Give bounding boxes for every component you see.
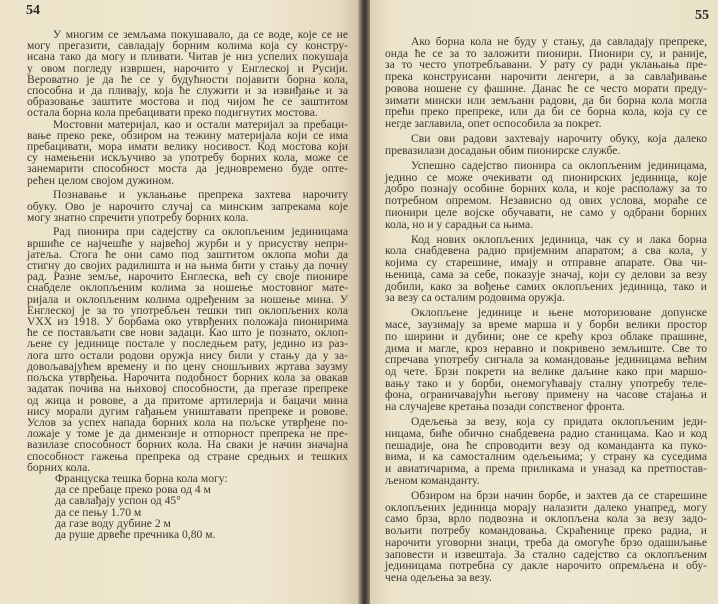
text-line: добро познају особине борних кола, и које располажу за то — [385, 182, 707, 196]
text-line: вољити потребу командовања. Скраћенице преко радиа, и — [385, 524, 707, 538]
list-item: да се пребаце преко рова од 4 м — [55, 483, 211, 497]
text-line: спречава употребу сигнала за командовање јединицама већим — [385, 353, 707, 367]
text-line: VXX из 1918. У борбама око утврђених положаја пионирима — [27, 315, 348, 329]
text-line: заповести и извештаја. За стално садејство са оклопљеним — [385, 547, 707, 561]
text-line: негде заглавила, опет оспособила за покрет. — [385, 116, 602, 130]
text-line: рећен целом својом дужином. — [27, 173, 175, 187]
text-line: љеном команданту. — [385, 473, 480, 487]
paragraph — [27, 119, 348, 186]
text-line: љене су јединице постале у последњем рату, једино из раз- — [27, 337, 348, 351]
text-line: у овом погледу извршен, нарочито у Енглеској и Русији. — [27, 61, 348, 75]
text-line: од жица и ровове, а да притоме артилерија и бацачи мина — [27, 393, 348, 407]
text-line: дима и магле, кроз неравно и покривено земљиште. Све то — [385, 341, 707, 355]
paragraph — [385, 307, 707, 412]
list-item: да руше дрвеће пречника 0,80 м. — [55, 527, 216, 541]
page-number: 54 — [26, 3, 40, 18]
text-line: занемарити способност моста да једновремено буде опте- — [27, 162, 348, 176]
text-line: образовање заштите мостова и под чијом ће се заштитом — [27, 95, 348, 109]
text-line: Енглеској је за то употребљен тешки тип оклопљених кола — [27, 303, 348, 317]
text-line: једино се може очекивати од пионирских јединица, које — [385, 170, 707, 184]
page-text — [385, 36, 707, 584]
text-line: способност гажења препрека од стране средњих и тешких — [27, 449, 348, 463]
text-line: рад. Разне земље, нарочито Енглеска, већ су своје пионире — [27, 270, 348, 284]
paragraph — [385, 416, 707, 486]
paragraph — [385, 36, 707, 130]
paragraph — [385, 160, 707, 230]
list — [27, 473, 348, 540]
text-line: прећи преко препреке, или да би се борна кола, која су се — [385, 105, 707, 119]
text-line: пионири целе војске обучавати, не само у одбрани борних — [385, 205, 707, 219]
text-line: ницама, биће обично снабдевена радио станицама. Као и код — [385, 427, 707, 440]
text-line: и авиатичарима, а према приликама и уназад ка претпостав- — [385, 462, 707, 476]
paragraph — [27, 29, 348, 119]
text-line: од чете. Брзи покрети на велике даљине како при маршо- — [385, 364, 707, 378]
text-line: Услов за успех напада борних кола на пољске утврђене по- — [27, 415, 348, 429]
text-line: могу знатно спречити употребу борних кола. — [27, 210, 249, 224]
text-line: Вероватно је да ће се у будућности појавити борна кола, — [27, 72, 348, 86]
text-line: ложаје у томе је да димензије и отпорност препрека не пре- — [27, 427, 348, 441]
text-line: њеница, сама за себе, показује значај, који су делови за везу — [385, 267, 707, 281]
text-line: вање преко реке, обзиром на тежину материјала који се има — [27, 128, 348, 142]
text-line: су намењени искључиво за употребу борних кола, може се — [27, 151, 348, 165]
text-line: потребном опремом. Независно од ових услова, мораће се — [385, 194, 707, 208]
list-item: Француска тешка борна кола могу: — [55, 471, 228, 485]
text-line: борних кола. — [27, 460, 91, 474]
text-line: по ширини и дубини; оне се крећу кроз облаке прашине, — [385, 329, 707, 343]
text-line: јединицама потребна су дакле нарочито опремљена и обу- — [385, 559, 707, 573]
text-line: остала борна кола пребацивати преко подигнутих мостова. — [27, 106, 318, 120]
text-line: могу прегазити, савладају борним колима која су констру- — [27, 39, 348, 53]
text-line: способна и да пливају, која ће служити и за извиђање и за — [27, 84, 348, 98]
text-line: ће се постављати све нови задаци. Као што је познато, оклоп- — [27, 326, 348, 340]
text-line: стигну до својих радилишта и на њима бити у стању да почну — [27, 259, 348, 273]
text-line: снабделе оклопљеним колима за ношење мостовног мате- — [27, 281, 348, 295]
text-line: Код нових оклопљених јединица, чак су и лака борна — [411, 232, 707, 246]
text-line: пољска утврђења. Нарочита подобност борних кола за овакав — [27, 371, 348, 385]
text-line: јатеља. Стога ће они само под заштитом оклопа моћи да — [27, 247, 348, 261]
text-line: ровова ношене су фашине. Данас ће се често морати преду- — [385, 81, 707, 95]
text-line: Успешно садејство пионира са оклопљеним јединицама, — [411, 159, 707, 173]
list-item: да газе воду дубине 2 м — [55, 516, 171, 530]
text-line: пешадије, она ће спроводити везу од команданта ка пуко- — [385, 438, 707, 452]
text-line: онда ће се за то заложити пионири. Пионири су, и раније, — [385, 46, 707, 60]
text-line: пребацивати, мора имати велику носивост. Код мостова који — [27, 140, 348, 154]
text-line: добили, како за вођење самих оклопљених јединица, тако и — [385, 279, 707, 293]
book-gutter — [358, 0, 370, 604]
list-item: да се пењу 1.70 м — [55, 505, 142, 519]
page-number: 55 — [695, 8, 709, 23]
text-line: обуку. Ово је нарочито случај са минским запрекама које — [27, 199, 348, 213]
text-line: чена одељења за везу. — [385, 570, 492, 584]
text-line: нису морали дугим гађањем уништавати препреке и ровове. — [27, 404, 348, 418]
paragraph — [385, 490, 707, 584]
text-line: фона, ограничавајући његову примену на часове стајања и — [385, 388, 707, 402]
text-line: ријала и оклопљеним колима одређеним за ношење мина. У — [27, 292, 348, 306]
text-line: вршиће се најчешће у највећој журби и у присуству непри- — [27, 236, 348, 250]
text-line: задатак почива на њиховој способности, да прегазе препреке — [27, 382, 348, 396]
text-line: Мостовни материјал, као и остали материјал за пребаци- — [53, 117, 348, 131]
text-line: Оклопљене јединице и њене моторизоване допунске — [411, 306, 707, 320]
list-item: да савлађају успон од 45° — [55, 494, 181, 508]
paragraph — [385, 234, 707, 304]
text-line: Ако борна кола не буду у стању, да савладају препреке, — [411, 35, 707, 48]
text-line: само брза, врло подвозна и оклопљена кола за везу задо- — [385, 512, 707, 526]
text-line: Обзиром на брзи начин борбе, и захтев да се старешине — [411, 489, 707, 503]
text-line: масе, заузимају за време марша и у борби велики простор — [385, 318, 707, 332]
text-line: зимати мински или земљани радови, да би борна кола могла — [385, 93, 707, 107]
text-line: вању тако и у борби, онемогућавају сталну употребу теле- — [385, 376, 707, 390]
text-line: за то често употребљавани. У рату су ради уклањања пре- — [385, 58, 707, 72]
text-line: Познавање и уклањање препрека захтева нарочиту — [53, 188, 348, 202]
text-line: кола снабдевена радио пријемним апаратом; а сва кола, у — [385, 244, 707, 258]
paragraph — [27, 226, 348, 472]
right-page — [370, 0, 718, 604]
text-line: на случајеве кретања позади сопственог фронта. — [385, 400, 625, 414]
text-line: лога што остали родови оружја нису били у стању да у за- — [27, 348, 348, 362]
text-line: вазилазе способност борних кола. На сваки је начин значајна — [27, 438, 348, 452]
text-line: вима, и ка самосталним одељењима; у страну ка суседима — [385, 450, 707, 464]
text-line: нарочити уговорни знаци, треба да омогуће брзо одашиљање — [385, 535, 707, 549]
text-line: за везу са осталим родовима оружја. — [385, 291, 565, 305]
text-line: кола, но и у сарадњи са њима. — [385, 217, 534, 231]
text-line: исана тако да могу и пливати. Читав је низ успелих покушаја — [27, 50, 348, 64]
text-line: довољавајућем времену и по цену сношљивих жртава заузму — [27, 359, 348, 373]
text-line: Сви ови радови захтевају нарочиту обуку, која далеко — [411, 132, 707, 146]
text-line: оклопљених јединица морају налазити далеко унапред, могу — [385, 500, 707, 514]
text-line: којима су старешине, имају и отправне апарате. Ова чи- — [385, 256, 707, 270]
text-line: Одељења за везу, која су придата оклопљеним једи- — [411, 415, 707, 429]
paragraph — [385, 133, 707, 156]
text-line: Рад пионира при садејству са оклопљеним јединицама — [53, 225, 348, 239]
paragraph — [27, 189, 348, 223]
page-text — [27, 29, 348, 540]
text-line: У многим се земљама покушавало, да се воде, које се не — [53, 28, 348, 41]
text-line: превазилази досадањи обим пионирске службе. — [385, 143, 621, 157]
text-line: прека конструисани нарочити ленгери, а за савлађивање — [385, 70, 707, 84]
